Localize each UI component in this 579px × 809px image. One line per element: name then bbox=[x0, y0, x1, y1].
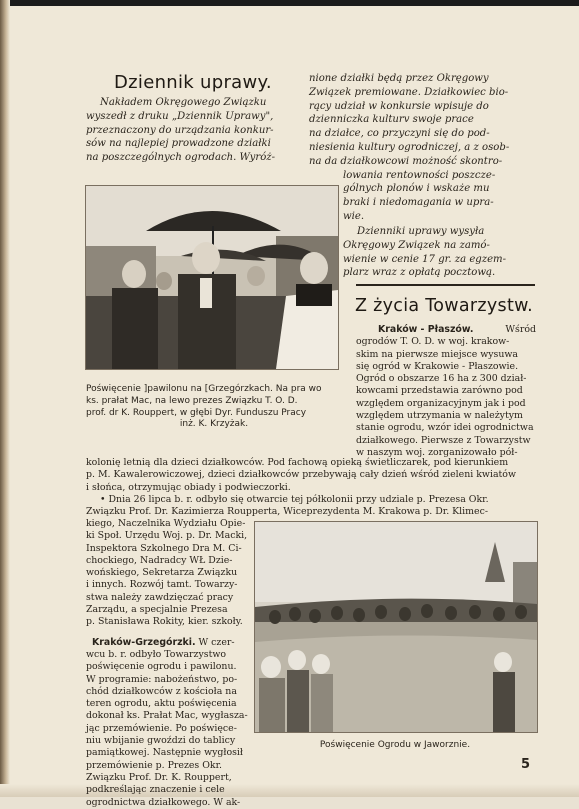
text-line: Wśród bbox=[505, 324, 536, 335]
text-line: względem organizacyjnym jak i pod bbox=[356, 397, 526, 409]
text-line: stwa należy zawdzięczać pracy bbox=[86, 591, 234, 603]
text-line: Zarządu, a specjalnie Prezesa bbox=[86, 604, 228, 616]
text-line: i słońca, otrzymując obiady i podwieczorki. bbox=[86, 481, 291, 493]
text-line: gólnych plonów i wskaże mu bbox=[343, 183, 490, 195]
text-line: poświęcenie ogrodu i pawilonu. bbox=[86, 661, 237, 673]
text-line: plarz wraz z opłatą pocztową. bbox=[343, 267, 496, 279]
text-line: względem utrzymania w należytym bbox=[356, 410, 523, 422]
text-line: teren ogrodu, aktu poświęcenia bbox=[86, 698, 237, 710]
text-line: niesienia kultury ogrodniczej, a z osob- bbox=[309, 141, 510, 153]
page-number: 5 bbox=[521, 757, 531, 772]
text-line: Okręgowy Związek na zamó- bbox=[343, 239, 490, 251]
text-line: kowcami przedstawia zarówno pod bbox=[356, 385, 523, 397]
text-line: chockiego, Nadradcy WŁ Dzie- bbox=[86, 554, 233, 566]
scan-top-edge bbox=[0, 0, 579, 6]
text-line: Nakładem Okręgowego Związku bbox=[100, 97, 267, 108]
caption-line: Poświęcenie ]pawilonu na [Grzegórzkach. Na pra wo bbox=[86, 384, 322, 394]
caption-line: inż. K. Krzyżak. bbox=[179, 419, 249, 430]
text-line: i innych. Rozwój tamt. Towarzy- bbox=[86, 579, 238, 591]
text-line: wie. bbox=[343, 210, 365, 222]
text-line: chód działkowców z kościoła na bbox=[86, 685, 237, 697]
diary-continuation bbox=[309, 72, 541, 224]
text-line: jąc przemówienie. Po poświęce- bbox=[86, 722, 237, 734]
text-line: Związku Prof. Dr. Kazimierza Roupperta, Wiceprezydenta M. Krakowa p. Dr. Klimec- bbox=[86, 506, 489, 518]
camp-paragraph bbox=[86, 457, 536, 518]
text-line: nione działki będą przez Okręgowy bbox=[309, 73, 489, 84]
photo-jaworzno-garden bbox=[254, 521, 538, 733]
text-line: W czer- bbox=[195, 636, 235, 648]
plaszow-article bbox=[356, 324, 536, 459]
scan-binding-edge bbox=[0, 0, 10, 797]
grzegorzki-title: Kraków-Grzegórzki. bbox=[92, 636, 196, 648]
text-line: dokonał ks. Prałat Mac, wygłasza- bbox=[86, 710, 248, 722]
photo-pavilion-consecration bbox=[85, 185, 339, 370]
text-line: ki Społ. Urzędu Woj. p. Dr. Macki, bbox=[86, 530, 248, 542]
text-line: kiego, Naczelnika Wydziału Opie- bbox=[86, 518, 246, 529]
caption-line: prof. dr K. Rouppert, w głębi Dyr. Funduszu Pracy bbox=[86, 407, 307, 418]
text-line: rący udział w konkursie wpisuje do bbox=[309, 100, 489, 112]
plaszow-title: Kraków - Płaszów. bbox=[378, 324, 474, 335]
text-line: przemówienie p. Prezes Okr. bbox=[86, 759, 223, 771]
text-line: Ogród o obszarze 16 ha z 300 dział- bbox=[356, 373, 527, 385]
caption-line: ks. prałat Mac, na lewo prezes Związku T. O. D. bbox=[86, 395, 298, 406]
text-line: lowania rentowności poszcze- bbox=[343, 169, 496, 181]
text-line: stanie ogrodu, wzór idei ogrodnictwa bbox=[356, 422, 534, 434]
text-line: braki i niedomagania w upra- bbox=[343, 197, 494, 209]
text-line: na działce, co przyczyni się do pod- bbox=[309, 128, 490, 140]
text-line: ogrodów T. O. D. w woj. krakow- bbox=[356, 336, 510, 348]
text-line: przeznaczony do urządzania konkur- bbox=[86, 124, 274, 136]
text-line: dzienniczka kulturv swoje prace bbox=[309, 114, 474, 126]
photo1-caption bbox=[86, 384, 342, 431]
text-line: p. M. Kawalerowiczowej, dzieci działkowców przebywają cały dzień wśród zieleni kwiatów bbox=[86, 469, 516, 481]
text-line: sów na najlepiej prowadzone działki bbox=[86, 138, 271, 150]
text-line: działkowego. Pierwsze z Towarzystw bbox=[356, 434, 531, 446]
text-line: na poszczególnych ogrodach. Wyróż- bbox=[86, 152, 276, 164]
text-line: pamiątkowej. Następnie wygłosił bbox=[86, 747, 243, 759]
text-line: p. Stanisława Rokity, kier. szkoły. bbox=[86, 616, 243, 628]
text-line: podkreślając znaczenie i cele bbox=[86, 784, 225, 796]
text-line: wońskiego, Sekretarza Związku bbox=[86, 567, 238, 579]
article-heading-diary: Dziennik uprawy. bbox=[114, 72, 272, 93]
narrow-column bbox=[86, 518, 248, 809]
text-line: kolonię letnią dla dzieci działkowców. Pod fachową opieką świetliczarek, pod kierunkiem bbox=[86, 457, 509, 468]
photo2-caption: Poświęcenie Ogrodu w Jaworznie. bbox=[319, 740, 471, 750]
text-line: Związek premiowane. Działkowiec bio- bbox=[309, 86, 509, 98]
text-line: się ogród w Krakowie - Płaszowie. bbox=[356, 360, 519, 372]
text-line: na da działkowcowi możność skontro- bbox=[309, 155, 503, 167]
text-line: w naszym woj. zorganizowało pół- bbox=[356, 446, 518, 458]
section-heading-societies: Z życia Towarzystw. bbox=[355, 296, 534, 316]
text-line: niu wbijanie gwoździ do tablicy bbox=[86, 735, 236, 747]
text-line: wyszedł z druku „Dziennik Uprawy", bbox=[86, 110, 274, 122]
text-line: Związku Prof. Dr. K. Rouppert, bbox=[86, 771, 232, 783]
diary-order-info bbox=[343, 225, 541, 280]
text-line: ogrodnictwa działkowego. W ak- bbox=[86, 796, 241, 808]
text-line: Inspektora Szkolnego Dra M. Ci- bbox=[86, 542, 242, 554]
text-line: Dzienniki uprawy wysyła bbox=[357, 226, 485, 237]
text-line: wcu b. r. odbyło Towarzystwo bbox=[86, 648, 227, 660]
text-line: wienie w cenie 17 gr. za egzem- bbox=[343, 253, 507, 265]
text-line: • Dnia 26 lipca b. r. odbyło się otwarcie tej półkolonii przy udziale p. Prezesa Okr. bbox=[100, 493, 489, 505]
diary-intro bbox=[86, 96, 298, 165]
text-line: W programie: nabożeństwo, po- bbox=[86, 673, 238, 685]
text-line: skim na pierwsze miejsce wysuwa bbox=[356, 348, 519, 360]
section-divider bbox=[356, 284, 535, 286]
